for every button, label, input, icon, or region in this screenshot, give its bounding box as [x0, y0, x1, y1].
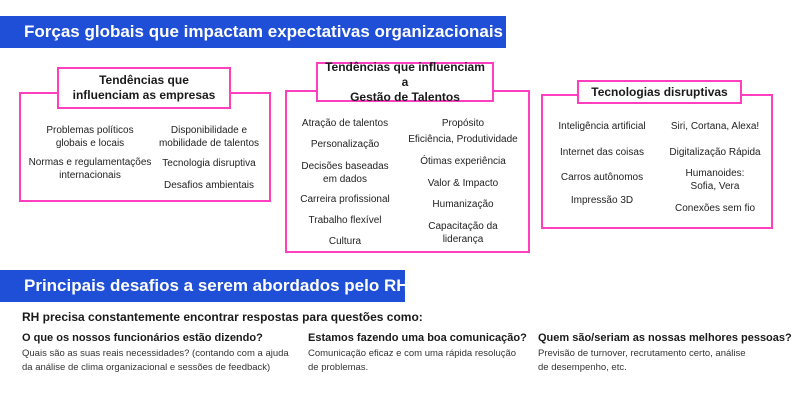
- box-tecnologias-item: Inteligência artificial: [558, 121, 646, 132]
- box-tecnologias-title: Tecnologias disruptivas: [577, 80, 742, 104]
- box-empresas-item: Desafios ambientais: [163, 180, 255, 191]
- question-description: Quais são as suas reais necessidades? (contando com a ajuda da análise de clima organizacional e sessões de feedback): [22, 348, 289, 373]
- bottom-banner-title: Principais desafios a serem abordados pelo RH: [0, 270, 405, 302]
- question-title: Quem são/seriam as nossas melhores pessoas?: [538, 332, 792, 344]
- box-empresas-item: Disponibilidade e mobilidade de talentos: [158, 125, 260, 149]
- box-tecnologias-item: Digitalização Rápida: [669, 147, 761, 158]
- box-tecnologias-item: Humanoides: Sofia, Vera: [685, 168, 745, 192]
- box-gestao-item: Carreira profissional: [300, 194, 390, 205]
- question-title: O que os nossos funcionários estão dizendo?: [22, 332, 263, 344]
- box-gestao-item: Decisões baseadas em dados: [301, 161, 389, 185]
- box-empresas-item: Problemas políticos globais e locais: [46, 125, 134, 149]
- box-gestao-item: Propósito: [441, 118, 485, 129]
- box-gestao-item: Trabalho flexível: [308, 215, 382, 226]
- box-tecnologias-item: Carros autônomos: [560, 172, 644, 183]
- questions-intro: RH precisa constantemente encontrar respostas para questões como:: [22, 310, 423, 324]
- box-gestao-item: Eficiência, Produtividade: [408, 134, 518, 145]
- box-gestao-item: Capacitação da liderança: [428, 221, 498, 245]
- box-empresas-title: Tendências que influenciam as empresas: [57, 67, 231, 109]
- box-empresas-item: Tecnologia disruptiva: [162, 158, 256, 169]
- box-tecnologias-item: Internet das coisas: [560, 147, 644, 158]
- question-title: Estamos fazendo uma boa comunicação?: [308, 332, 527, 344]
- box-empresas-item: Normas e regulamentações internacionais: [28, 157, 152, 181]
- question-description: Previsão de turnover, recrutamento certo, análise de desempenho, etc.: [538, 348, 746, 373]
- box-gestao-item: Valor & Impacto: [427, 178, 499, 189]
- box-tecnologias-item: Impressão 3D: [570, 195, 634, 206]
- box-gestao-item: Personalização: [310, 139, 380, 150]
- question-description: Comunicação eficaz e com uma rápida resolução de problemas.: [308, 348, 517, 373]
- box-gestao-item: Atração de talentos: [301, 118, 389, 129]
- box-gestao-item: Humanização: [432, 199, 494, 210]
- box-tecnologias-item: Siri, Cortana, Alexa!: [670, 121, 760, 132]
- top-banner-title: Forças globais que impactam expectativas organizacionais: [0, 16, 506, 48]
- box-gestao-item: Ótimas experiência: [420, 156, 506, 167]
- box-gestao-item: Cultura: [328, 236, 362, 247]
- box-tecnologias-item: Conexões sem fio: [674, 203, 756, 214]
- box-gestao-talentos-title: Tendências que influenciam a Gestão de Talentos: [316, 62, 494, 102]
